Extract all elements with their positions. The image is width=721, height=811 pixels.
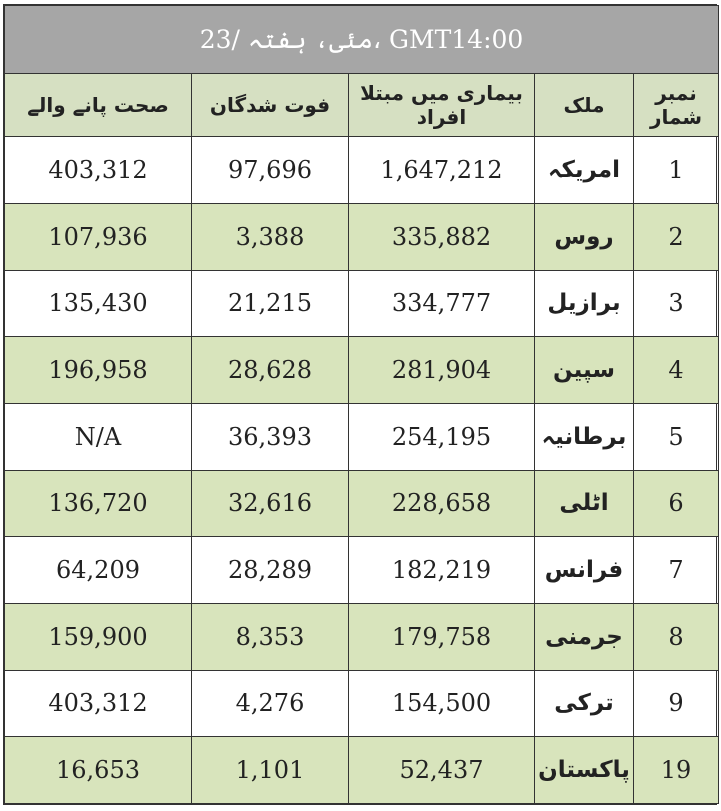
- table-row: [5, 470, 719, 537]
- cell-serial: 7: [634, 537, 719, 604]
- table-title: 23/ مئی، ہفتہ، GMT14:00: [5, 6, 719, 74]
- header-serial: نمبر شمار: [634, 73, 719, 137]
- cell-country: برطانیہ: [535, 403, 634, 470]
- table-row: [5, 670, 719, 737]
- cell-recovered: 64,209: [5, 537, 192, 604]
- header-recovered: صحت پانے والے: [5, 73, 192, 137]
- cell-infected: 1,647,212: [349, 137, 535, 204]
- cell-recovered: 196,958: [5, 337, 192, 404]
- cell-serial: 3: [634, 270, 719, 337]
- cell-serial: 2: [634, 203, 719, 270]
- cell-recovered: 403,312: [5, 137, 192, 204]
- cell-country: جرمنی: [535, 603, 634, 670]
- table-row: [5, 203, 719, 270]
- cell-infected: 154,500: [349, 670, 535, 737]
- cell-country: برازیل: [535, 270, 634, 337]
- cell-deaths: 28,628: [192, 337, 349, 404]
- cell-country: پاکستان: [535, 737, 634, 804]
- cell-infected: 179,758: [349, 603, 535, 670]
- cell-deaths: 3,388: [192, 203, 349, 270]
- header-country: ملک: [535, 73, 634, 137]
- table-row: [5, 603, 719, 670]
- cell-country: فرانس: [535, 537, 634, 604]
- header-infected: بیماری میں مبتلا افراد: [349, 73, 535, 137]
- cell-serial: 9: [634, 670, 719, 737]
- cell-serial: 6: [634, 470, 719, 537]
- cell-recovered: 16,653: [5, 737, 192, 804]
- cell-infected: 334,777: [349, 270, 535, 337]
- cell-infected: 228,658: [349, 470, 535, 537]
- cell-country: سپین: [535, 337, 634, 404]
- cell-recovered: 159,900: [5, 603, 192, 670]
- cell-deaths: 36,393: [192, 403, 349, 470]
- cell-recovered: 107,936: [5, 203, 192, 270]
- cell-country: امریکہ: [535, 137, 634, 204]
- cell-deaths: 32,616: [192, 470, 349, 537]
- header-row: [5, 73, 719, 137]
- table-row: [5, 403, 719, 470]
- covid-stats-table-container: [3, 4, 717, 805]
- cell-infected: 335,882: [349, 203, 535, 270]
- table-row: [5, 537, 719, 604]
- table-row: [5, 270, 719, 337]
- cell-serial: 5: [634, 403, 719, 470]
- table-row: [5, 137, 719, 204]
- cell-deaths: 8,353: [192, 603, 349, 670]
- cell-infected: 52,437: [349, 737, 535, 804]
- cell-serial: 8: [634, 603, 719, 670]
- cell-recovered: 135,430: [5, 270, 192, 337]
- cell-recovered: N/A: [5, 403, 192, 470]
- header-deaths: فوت شدگان: [192, 73, 349, 137]
- cell-serial: 19: [634, 737, 719, 804]
- covid-stats-table: [4, 5, 719, 804]
- cell-deaths: 4,276: [192, 670, 349, 737]
- cell-country: اٹلی: [535, 470, 634, 537]
- cell-deaths: 97,696: [192, 137, 349, 204]
- cell-recovered: 136,720: [5, 470, 192, 537]
- cell-serial: 4: [634, 337, 719, 404]
- cell-recovered: 403,312: [5, 670, 192, 737]
- cell-serial: 1: [634, 137, 719, 204]
- cell-infected: 254,195: [349, 403, 535, 470]
- cell-deaths: 21,215: [192, 270, 349, 337]
- table-row: [5, 737, 719, 804]
- table-row: [5, 337, 719, 404]
- cell-deaths: 1,101: [192, 737, 349, 804]
- title-row: [5, 6, 719, 74]
- cell-deaths: 28,289: [192, 537, 349, 604]
- cell-country: روس: [535, 203, 634, 270]
- cell-country: ترکی: [535, 670, 634, 737]
- cell-infected: 281,904: [349, 337, 535, 404]
- cell-infected: 182,219: [349, 537, 535, 604]
